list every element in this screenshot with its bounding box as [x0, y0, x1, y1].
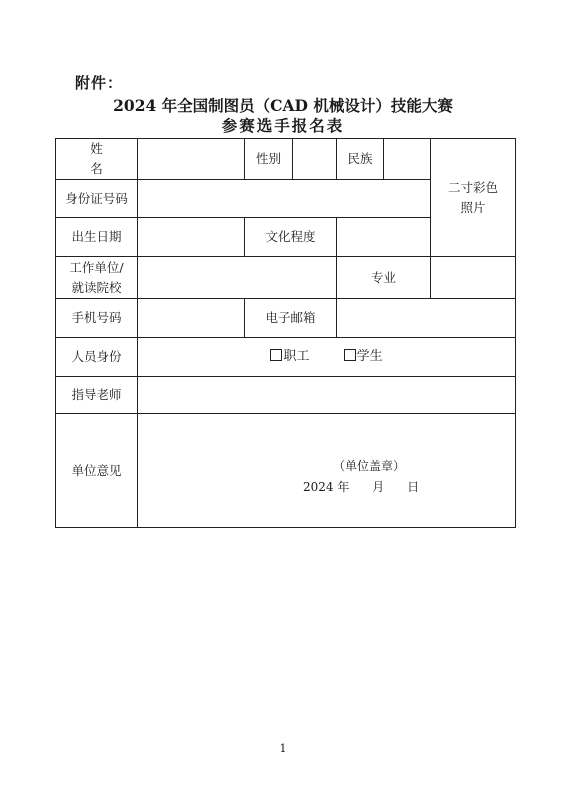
table-row — [56, 139, 516, 180]
opinion-label: 单位意见 — [56, 414, 138, 528]
form-subtitle: 参赛选手报名表 — [221, 116, 345, 135]
student-checkbox[interactable] — [344, 349, 356, 361]
workplace-label-line2: 就读院校 — [71, 279, 122, 295]
workplace-label — [56, 257, 138, 299]
workplace-label-line1: 工作单位/ — [69, 259, 124, 275]
photo-label-line1: 二寸彩色 — [447, 179, 498, 195]
stamp-text: （单位盖章） — [333, 459, 406, 473]
education-field[interactable] — [337, 218, 431, 257]
workplace-field[interactable] — [138, 257, 337, 299]
gender-field[interactable] — [293, 139, 337, 180]
identity-label: 人员身份 — [56, 338, 138, 377]
page-number: 1 — [279, 742, 287, 755]
registration-form-table — [55, 138, 516, 528]
instructor-field[interactable] — [138, 377, 516, 414]
table-row — [56, 414, 516, 528]
identity-option-staff[interactable] — [270, 347, 309, 367]
id-number-field[interactable] — [138, 180, 431, 218]
email-field[interactable] — [337, 299, 516, 338]
phone-label: 手机号码 — [56, 299, 138, 338]
major-field[interactable] — [431, 257, 516, 299]
photo-box[interactable] — [431, 139, 516, 257]
opinion-field[interactable] — [138, 414, 516, 528]
staff-checkbox[interactable] — [270, 349, 282, 361]
table-row — [56, 377, 516, 414]
email-label: 电子邮箱 — [245, 299, 337, 338]
phone-field[interactable] — [138, 299, 245, 338]
birth-date-field[interactable] — [138, 218, 245, 257]
date-line: 2024 年 月 日 — [303, 480, 420, 494]
attachment-label: 附件： — [75, 74, 124, 92]
gender-label: 性别 — [245, 139, 293, 180]
name-label: 姓 名 — [56, 139, 138, 180]
birth-date-label: 出生日期 — [56, 218, 138, 257]
education-label: 文化程度 — [245, 218, 337, 257]
major-label: 专业 — [337, 257, 431, 299]
table-row — [56, 338, 516, 377]
ethnicity-field[interactable] — [384, 139, 431, 180]
staff-option-label: 职工 — [283, 349, 310, 364]
instructor-label: 指导老师 — [56, 377, 138, 414]
identity-options — [138, 338, 516, 377]
student-option-label: 学生 — [356, 349, 383, 364]
ethnicity-label: 民族 — [337, 139, 384, 180]
table-row — [56, 299, 516, 338]
table-row — [56, 257, 516, 299]
id-number-label: 身份证号码 — [56, 180, 138, 218]
identity-option-student[interactable] — [344, 347, 383, 367]
photo-label-line2: 照片 — [460, 199, 486, 215]
name-field[interactable] — [138, 139, 245, 180]
form-title: 2024 年全国制图员（CAD 机械设计）技能大赛 — [113, 96, 453, 115]
